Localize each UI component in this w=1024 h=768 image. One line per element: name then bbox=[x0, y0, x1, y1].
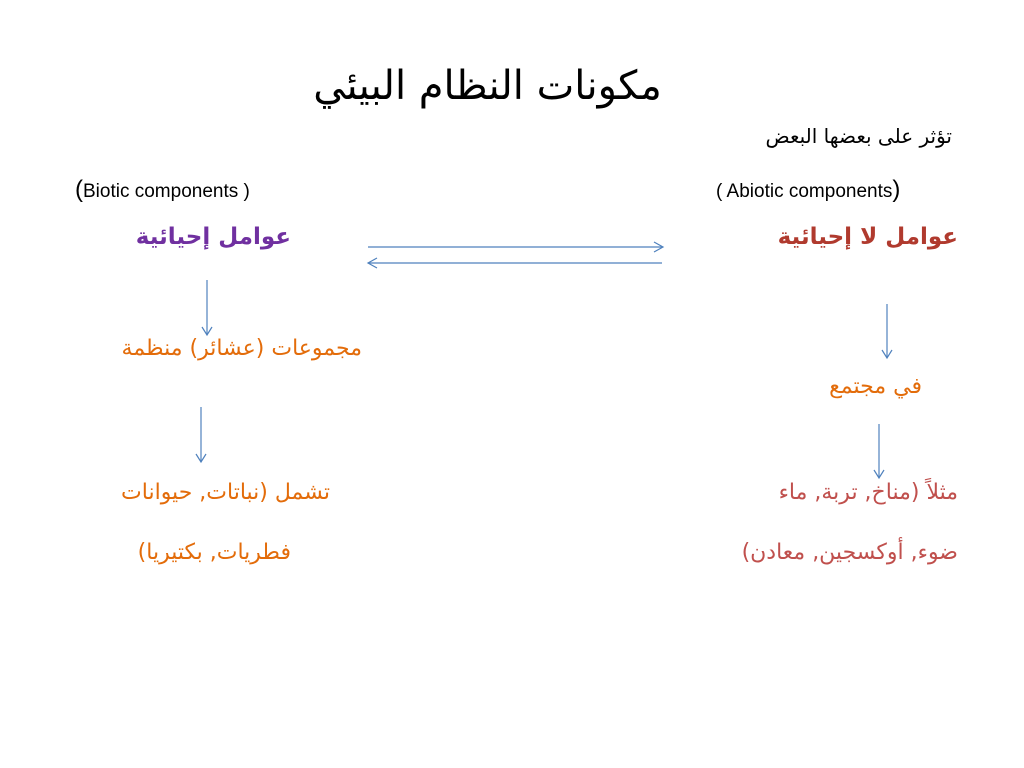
biotic-english-label bbox=[75, 176, 250, 205]
abiotic-community-text: في مجتمع bbox=[829, 374, 922, 399]
biotic-open-paren: ( bbox=[75, 176, 83, 203]
biotic-groups-text: مجموعات (عشائر) منظمة bbox=[121, 336, 362, 361]
arrow-down-abiotic-2 bbox=[874, 424, 884, 478]
arrow-down-biotic-2 bbox=[196, 407, 206, 462]
biotic-includes-line2: فطريات, بكتيريا) bbox=[137, 540, 291, 565]
biotic-includes-line1: تشمل (نباتات, حيوانات bbox=[121, 480, 330, 505]
biotic-english-text: Biotic components ) bbox=[83, 181, 250, 202]
biotic-arabic-label: عوامل إحيائية bbox=[135, 224, 291, 250]
abiotic-english-text: ( Abiotic components bbox=[716, 181, 893, 202]
arrow-left-to-biotic bbox=[368, 258, 662, 268]
arrow-right-to-abiotic bbox=[368, 242, 663, 252]
abiotic-arabic-label: عوامل لا إحيائية bbox=[777, 224, 958, 250]
slide-title: مكونات النظام البيئي bbox=[313, 63, 662, 109]
arrow-down-biotic-1 bbox=[202, 280, 212, 335]
abiotic-english-label bbox=[716, 176, 900, 205]
arrow-down-abiotic-1 bbox=[882, 304, 892, 358]
abiotic-example-line2: ضوء, أوكسجين, معادن) bbox=[741, 540, 958, 565]
abiotic-example-line1: مثلاً (مناخ, تربة, ماء bbox=[778, 480, 958, 505]
abiotic-close-paren: ) bbox=[892, 176, 901, 203]
slide-subtitle: تؤثر على بعضها البعض bbox=[765, 124, 952, 148]
